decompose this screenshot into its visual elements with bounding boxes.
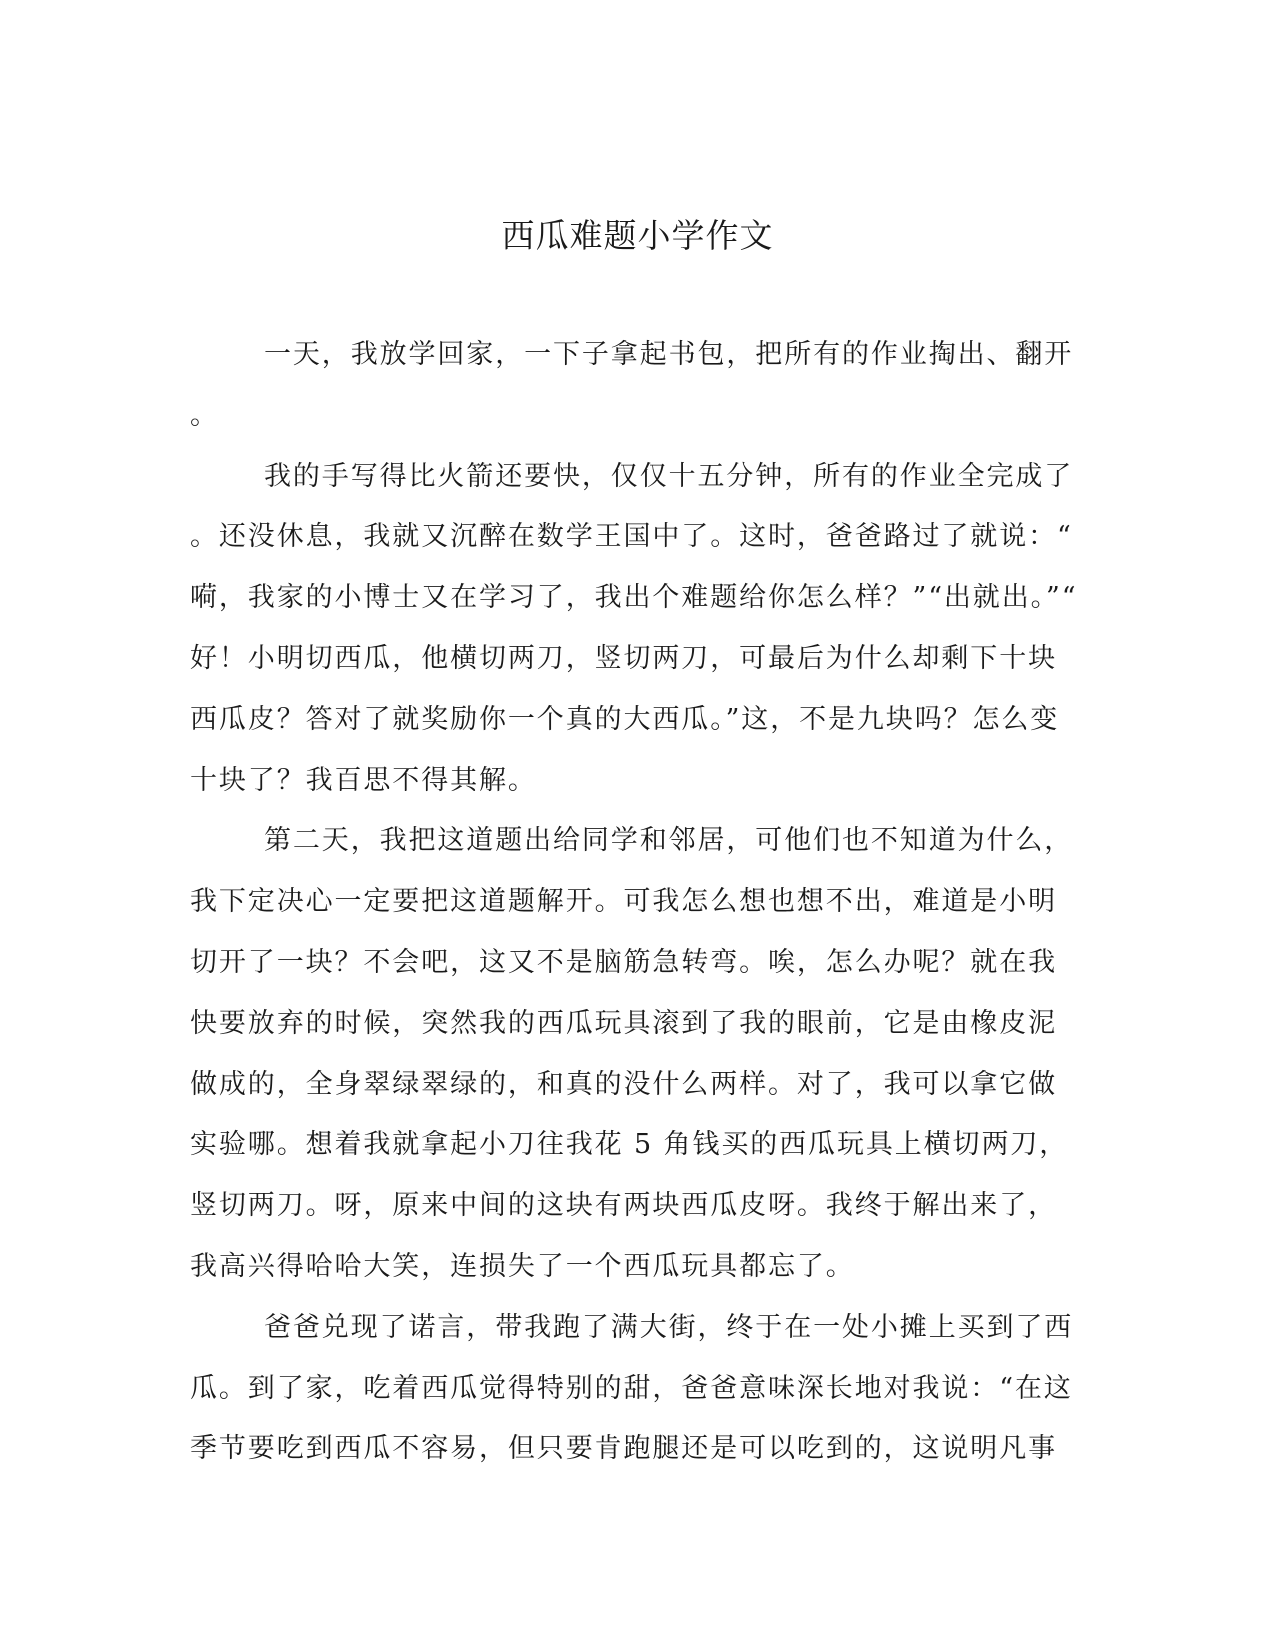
text-line: 我高兴得哈哈大笑，连损失了一个西瓜玩具都忘了。 bbox=[190, 1250, 855, 1282]
text-line: 爸爸兑现了诺言，带我跑了满大街，终于在一处小摊上买到了西 bbox=[264, 1311, 1074, 1343]
document-body bbox=[190, 325, 1078, 1480]
text-line: 。 bbox=[190, 399, 219, 431]
text-line: 切开了一块？不会吧，这又不是脑筋急转弯。唉，怎么办呢？就在我 bbox=[190, 946, 1057, 978]
text-line: 西瓜皮？答对了就奖励你一个真的大西瓜。”这，不是九块吗？怎么变 bbox=[190, 703, 1060, 735]
text-line: 我的手写得比火箭还要快，仅仅十五分钟，所有的作业全完成了 bbox=[264, 460, 1074, 492]
text-line: 做成的，全身翠绿翠绿的，和真的没什么两样。对了，我可以拿它做 bbox=[190, 1068, 1057, 1100]
text-line: 一天，我放学回家，一下子拿起书包，把所有的作业掏出、翻开 bbox=[264, 339, 1074, 370]
text-line: 我下定决心一定要把这道题解开。可我怎么想也想不出，难道是小明 bbox=[190, 886, 1057, 918]
text-line: 十块了？我百思不得其解。 bbox=[190, 764, 537, 796]
text-line: 嗬，我家的小博士又在学习了，我出个难题给你怎么样？”“出就出。”“ bbox=[190, 582, 1078, 614]
text-line: 竖切两刀。呀，原来中间的这块有两块西瓜皮呀。我终于解出来了， bbox=[190, 1190, 1057, 1222]
document-title: 西瓜难题小学作文 bbox=[501, 216, 774, 255]
text-line: 第二天，我把这道题出给同学和邻居，可他们也不知道为什么， bbox=[264, 825, 1074, 857]
text-line: 实验哪。想着我就拿起小刀往我花 5 角钱买的西瓜玩具上横切两刀， bbox=[190, 1129, 1069, 1161]
text-line: 快要放弃的时候，突然我的西瓜玩具滚到了我的眼前，它是由橡皮泥 bbox=[190, 1007, 1057, 1039]
text-line: 瓜。到了家，吃着西瓜觉得特别的甜，爸爸意味深长地对我说：“在这 bbox=[190, 1372, 1073, 1404]
text-line: 季节要吃到西瓜不容易，但只要肯跑腿还是可以吃到的，这说明凡事 bbox=[190, 1433, 1057, 1465]
text-line: 。还没休息，我就又沉醉在数学王国中了。这时，爸爸路过了就说：“ bbox=[190, 521, 1073, 553]
text-line: 好！小明切西瓜，他横切两刀，竖切两刀，可最后为什么却剩下十块 bbox=[190, 642, 1057, 674]
